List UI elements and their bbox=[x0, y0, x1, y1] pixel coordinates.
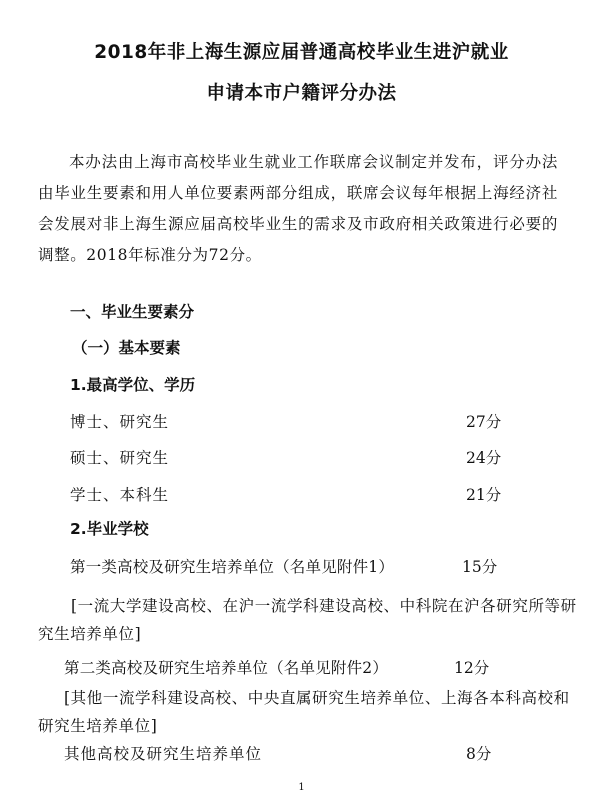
page-number: 1 bbox=[298, 782, 305, 793]
school-other-label: 其他高校及研究生培养单位 bbox=[64, 745, 263, 763]
school-other-score: 8分 bbox=[466, 745, 492, 763]
school-class2-label: 第二类高校及研究生培养单位（名单见附件2） bbox=[64, 659, 389, 677]
degree-label-bachelor: 学士、本科生 bbox=[70, 486, 170, 504]
degree-label-doctor: 博士、研究生 bbox=[70, 413, 170, 431]
item2-heading: 2.毕业学校 bbox=[70, 520, 149, 538]
degree-score-master: 24分 bbox=[466, 449, 502, 467]
school-class2-note: [其他一流学科建设高校、中央直属研究生培养单位、上海各本科高校和研究生培养单位] bbox=[38, 689, 570, 735]
intro-paragraph: 本办法由上海市高校毕业生就业工作联席会议制定并发布，评分办法由毕业生要素和用人单位要素两部分组成，联席会议每年根据上海经济社会发展对非上海生源应届高校毕业生的需求及市政府相关政策进行必要的调整。2018年标准分为72分。 bbox=[38, 153, 558, 264]
section1-heading: 一、毕业生要素分 bbox=[70, 303, 195, 321]
school-class2-score: 12分 bbox=[454, 659, 490, 677]
degree-label-master: 硕士、研究生 bbox=[70, 449, 170, 467]
school-class1-note: [一流大学建设高校、在沪一流学科建设高校、中科院在沪各研究所等研究生培养单位] bbox=[38, 597, 577, 643]
degree-score-doctor: 27分 bbox=[466, 413, 502, 431]
school-class1-score: 15分 bbox=[462, 558, 498, 576]
subsection1-heading: （一）基本要素 bbox=[72, 339, 181, 357]
document-title-line2: 申请本市户籍评分办法 bbox=[206, 83, 397, 104]
school-class1-label: 第一类高校及研究生培养单位（名单见附件1） bbox=[70, 558, 395, 576]
item1-heading: 1.最高学位、学历 bbox=[70, 376, 196, 394]
degree-score-bachelor: 21分 bbox=[466, 486, 502, 504]
document-title-line1: 2018年非上海生源应届普通高校毕业生进沪就业 bbox=[94, 42, 509, 63]
